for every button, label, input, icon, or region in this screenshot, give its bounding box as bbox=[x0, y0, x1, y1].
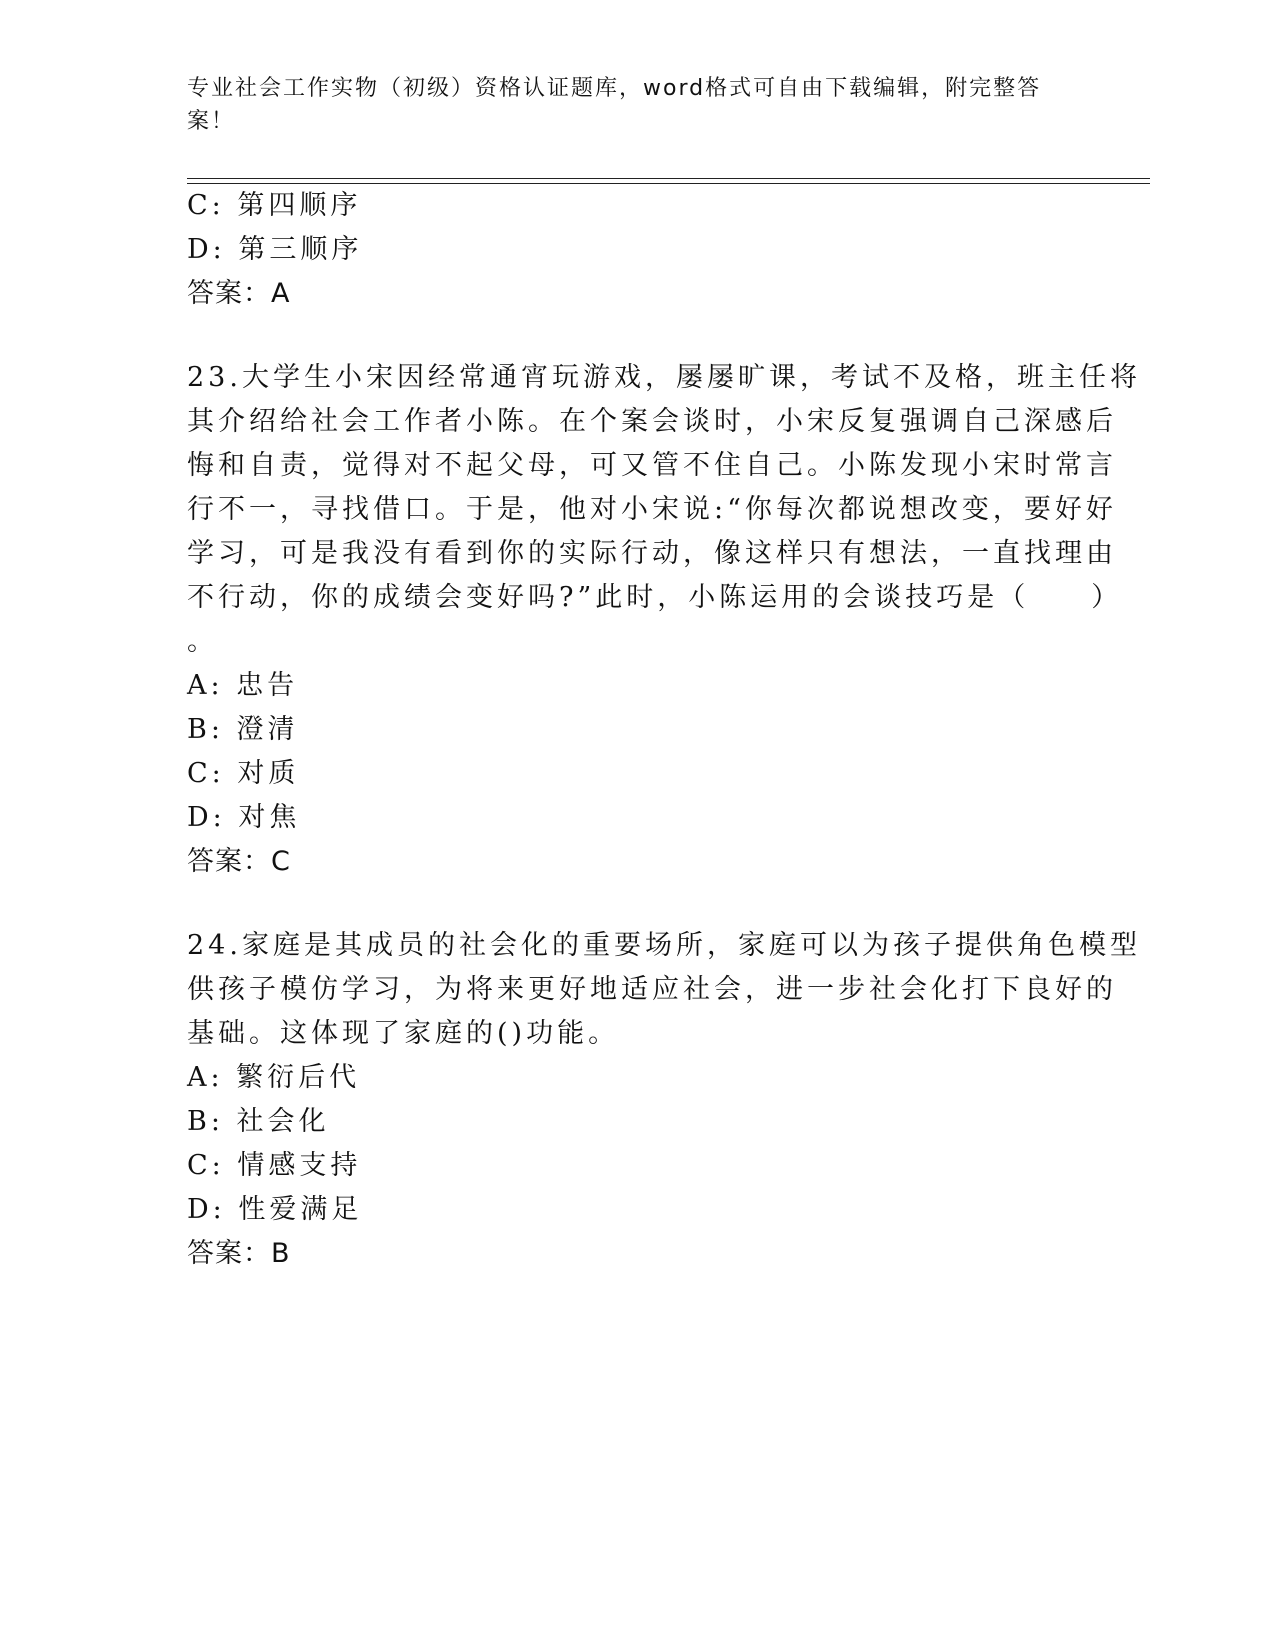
q24-line-2: 供孩子模仿学习，为将来更好地适应社会，进一步社会化打下良好的 bbox=[187, 974, 1117, 1005]
q23-line-6: 不行动，你的成绩会变好吗?”此时，小陈运用的会谈技巧是（ ） bbox=[187, 582, 1123, 613]
q22-option-d: D: 第三顺序 bbox=[187, 234, 363, 265]
header-divider-bottom bbox=[187, 183, 1150, 184]
q24-option-b: B: 社会化 bbox=[187, 1106, 330, 1137]
q24-line-1: 24.家庭是其成员的社会化的重要场所，家庭可以为孩子提供角色模型 bbox=[187, 930, 1141, 961]
q23-option-a: A: 忠告 bbox=[187, 670, 299, 701]
q23-answer: 答案：C bbox=[187, 846, 291, 877]
header-divider-top bbox=[187, 178, 1150, 179]
q24-answer: 答案：B bbox=[187, 1238, 291, 1269]
q23-line-1: 23.大学生小宋因经常通宵玩游戏，屡屡旷课，考试不及格，班主任将 bbox=[187, 362, 1141, 393]
q23-option-d: D: 对焦 bbox=[187, 802, 301, 833]
q22-answer: 答案：A bbox=[187, 278, 291, 309]
q23-line-2: 其介绍给社会工作者小陈。在个案会谈时，小宋反复强调自己深感后 bbox=[187, 406, 1117, 437]
q23-line-7: 。 bbox=[187, 626, 218, 657]
q24-line-3: 基础。这体现了家庭的()功能。 bbox=[187, 1018, 620, 1049]
q23-line-3: 悔和自责，觉得对不起父母，可又管不住自己。小陈发现小宋时常言 bbox=[187, 450, 1117, 481]
q23-line-5: 学习，可是我没有看到你的实际行动，像这样只有想法，一直找理由 bbox=[187, 538, 1117, 569]
q23-option-c: C: 对质 bbox=[187, 758, 300, 789]
q24-option-d: D: 性爱满足 bbox=[187, 1194, 363, 1225]
document-header: 专业社会工作实物（初级）资格认证题库，word格式可自由下载编辑，附完整答案！ bbox=[187, 76, 1042, 134]
q22-option-c: C: 第四顺序 bbox=[187, 190, 362, 221]
q24-option-a: A: 繁衍后代 bbox=[187, 1062, 361, 1093]
q23-option-b: B: 澄清 bbox=[187, 714, 299, 745]
q24-option-c: C: 情感支持 bbox=[187, 1150, 362, 1181]
q23-line-4: 行不一，寻找借口。于是，他对小宋说:“你每次都说想改变，要好好 bbox=[187, 494, 1117, 525]
